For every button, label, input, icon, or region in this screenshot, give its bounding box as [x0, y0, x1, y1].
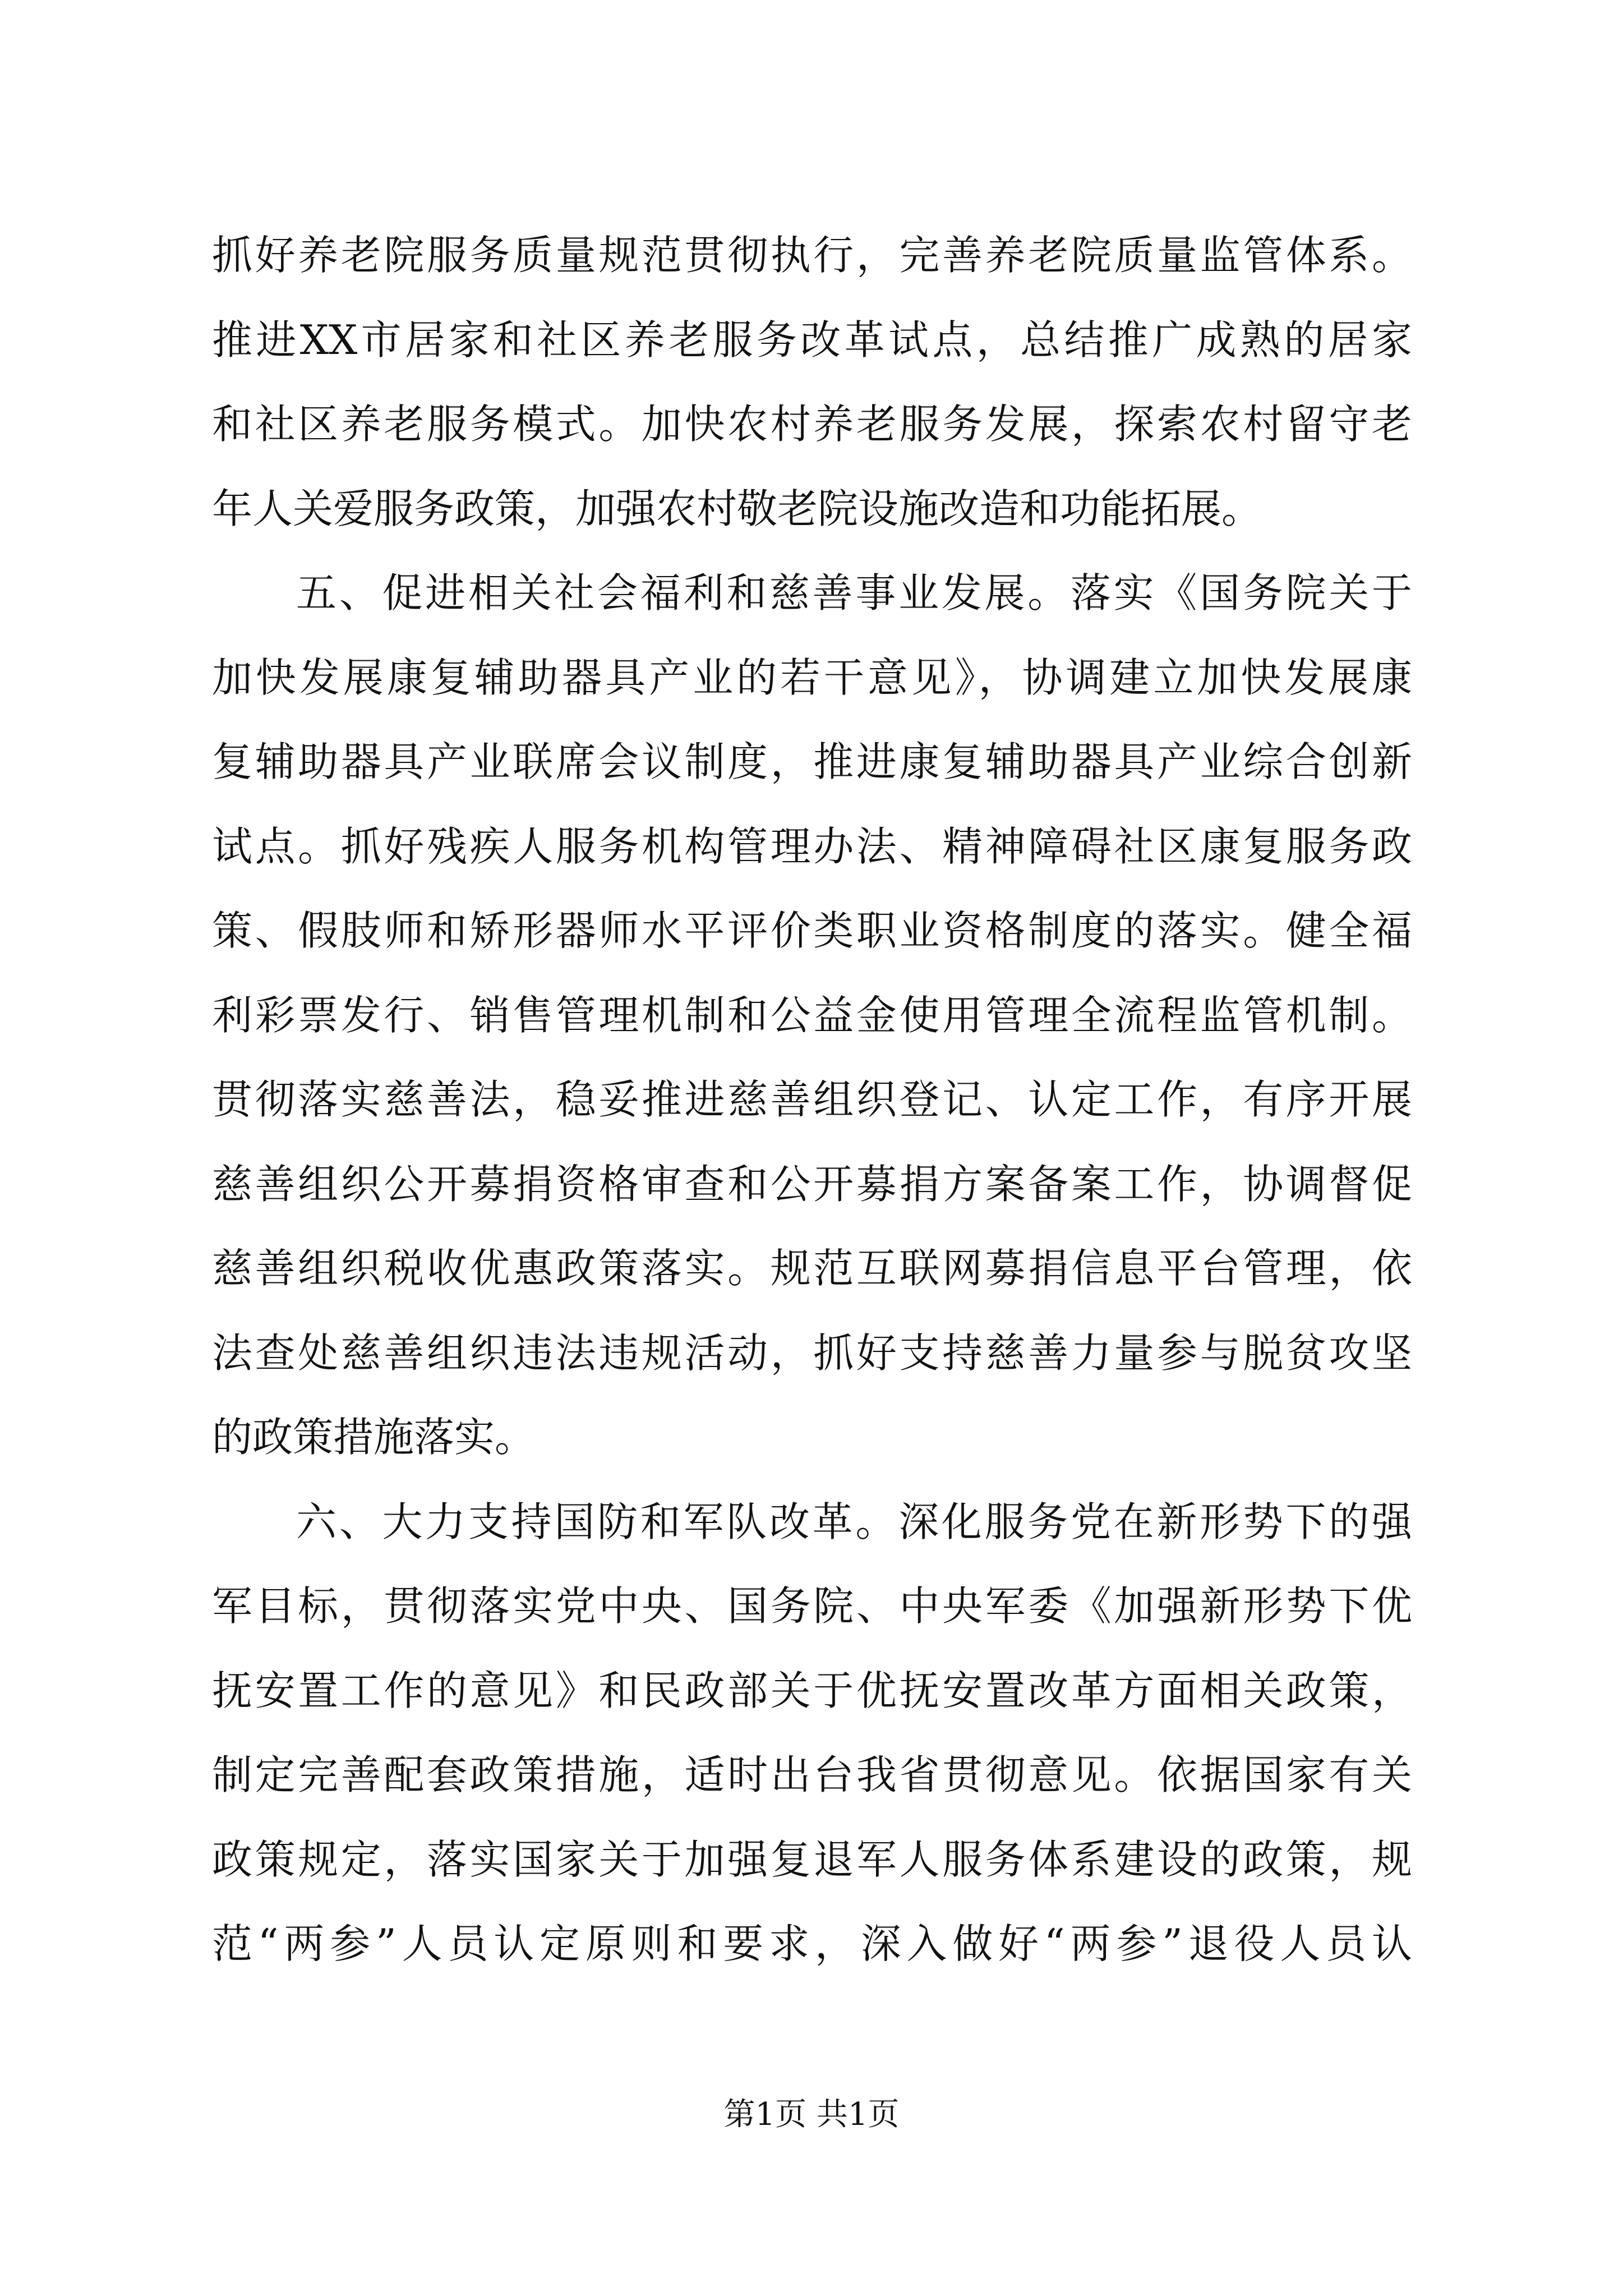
text-line: 试点。抓好残疾人服务机构管理办法、精神障碍社区康复服务政 — [212, 823, 1412, 870]
text-line: 军目标，贯彻落实党中央、国务院、中央军委《加强新形势下优 — [212, 1582, 1412, 1630]
text-line: 慈善组织公开募捐资格审查和公开募捐方案备案工作，协调督促 — [212, 1161, 1412, 1208]
text-line: 复辅助器具产业联席会议制度，推进康复辅助器具产业综合创新 — [212, 738, 1412, 785]
text-line: 范“两参”人员认定原则和要求，深入做好“两参”退役人员认 — [212, 1920, 1412, 1967]
text-line: 加快发展康复辅助器具产业的若干意见》，协调建立加快发展康 — [212, 654, 1412, 701]
page-number-footer: 第1页 共1页 — [723, 2096, 900, 2133]
text-line: 慈善组织税收优惠政策落实。规范互联网募捐信息平台管理，依 — [212, 1245, 1412, 1292]
text-line: 的政策措施落实。 — [212, 1414, 536, 1461]
text-line: 抚安置工作的意见》和民政部关于优抚安置改革方面相关政策， — [212, 1667, 1412, 1714]
paragraph-heading-line: 五、促进相关社会福利和慈善事业发展。落实《国务院关于 — [296, 569, 1412, 616]
text-line: 法查处慈善组织违法违规活动，抓好支持慈善力量参与脱贫攻坚 — [212, 1329, 1412, 1377]
text-line: 贯彻落实慈善法，稳妥推进慈善组织登记、认定工作，有序开展 — [212, 1076, 1412, 1123]
paragraph-heading-line: 六、大力支持国防和军队改革。深化服务党在新形势下的强 — [296, 1498, 1412, 1545]
text-line: 推进XX市居家和社区养老服务改革试点，总结推广成熟的居家 — [212, 316, 1412, 364]
text-line: 政策规定，落实国家关于加强复退军人服务体系建设的政策，规 — [212, 1836, 1412, 1883]
text-line: 制定完善配套政策措施，适时出台我省贯彻意见。依据国家有关 — [212, 1751, 1412, 1798]
text-line: 年人关爱服务政策，加强农村敬老院设施改造和功能拓展。 — [212, 485, 1262, 532]
text-line: 和社区养老服务模式。加快农村养老服务发展，探索农村留守老 — [212, 401, 1412, 448]
text-line: 利彩票发行、销售管理机制和公益金使用管理全流程监管机制。 — [212, 992, 1412, 1039]
text-line: 抓好养老院服务质量规范贯彻执行，完善养老院质量监管体系。 — [212, 232, 1412, 279]
text-line: 策、假肢师和矫形器师水平评价类职业资格制度的落实。健全福 — [212, 907, 1412, 954]
